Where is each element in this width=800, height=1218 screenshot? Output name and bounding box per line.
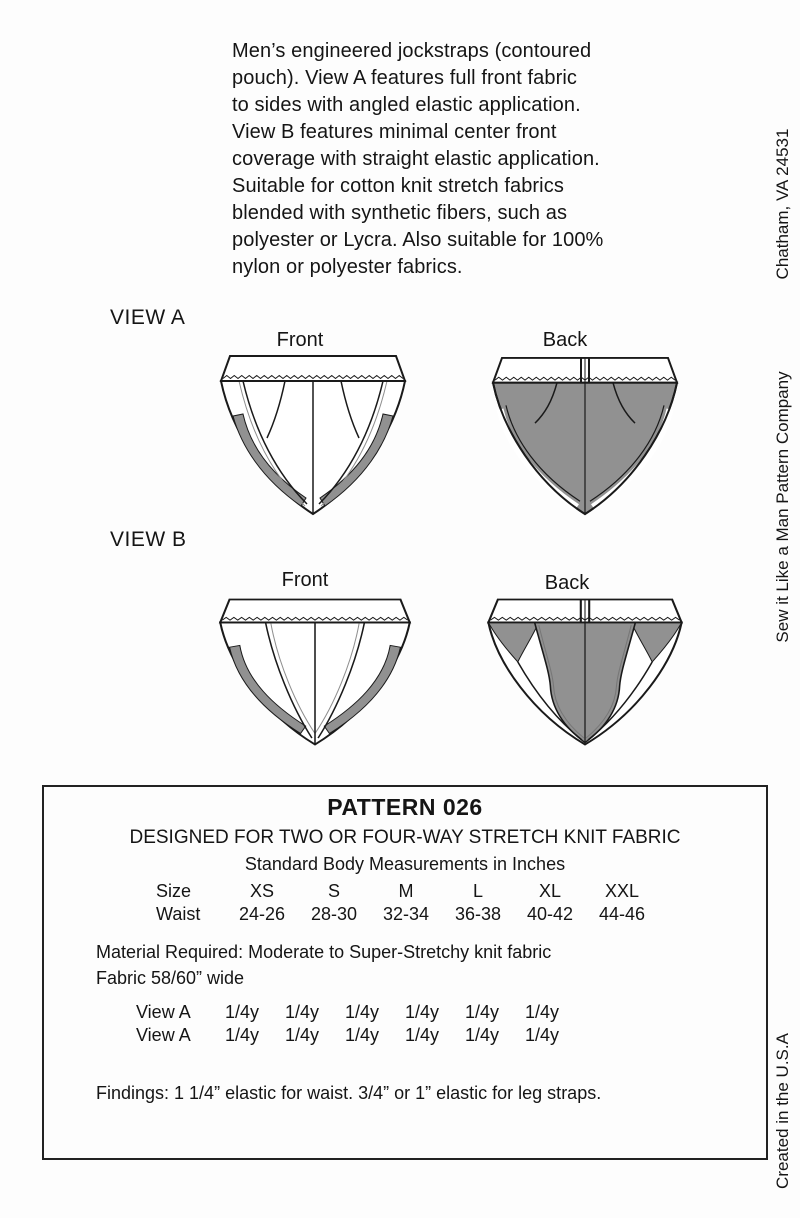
description-line: nylon or polyester fabrics. (232, 256, 463, 278)
yardage-cell: 1/4y (344, 1025, 380, 1045)
description-line: View B features minimal center front (232, 121, 557, 143)
size-cell: L (472, 881, 483, 901)
waist-row-label: Waist (156, 904, 201, 924)
yardage-cell: 1/4y (284, 1025, 320, 1045)
size-cell: S (327, 881, 340, 901)
waist-cell: 36-38 (454, 904, 502, 924)
view-b-front-label: Front (281, 569, 329, 591)
view-a-front-label: Front (276, 329, 324, 351)
size-cell: XL (538, 881, 562, 901)
description-line: polyester or Lycra. Also suitable for 100% (232, 229, 604, 251)
size-cell: XXL (604, 881, 640, 901)
waist-cell: 40-42 (526, 904, 574, 924)
fabric-width-text: Fabric 58/60” wide (96, 968, 245, 988)
yardage-table (136, 1001, 766, 1047)
size-cell: M (398, 881, 414, 901)
size-cell: XS (249, 881, 274, 901)
vertical-company-text: Sew it Like a Man Pattern Company (773, 371, 792, 643)
yardage-cell: 1/4y (344, 1002, 380, 1022)
size-row-label: Size (156, 881, 192, 901)
description-line: pouch). View A features full front fabric (232, 67, 578, 89)
yardage-cell: 1/4y (524, 1025, 560, 1045)
view-a-heading: VIEW A (110, 306, 186, 329)
yardage-cell: 1/4y (404, 1025, 440, 1045)
view-b-back-drawing (480, 594, 690, 750)
size-table (156, 880, 766, 926)
waistband (221, 356, 405, 381)
waist-cell: 28-30 (310, 904, 358, 924)
pattern-title: PATTERN 026 (327, 794, 483, 820)
yardage-row-label: View A (136, 1002, 191, 1022)
measurements-heading: Standard Body Measurements in Inches (244, 854, 566, 874)
vertical-made-in-text: Created in the U.S.A (773, 1033, 792, 1189)
yardage-cell: 1/4y (404, 1002, 440, 1022)
waist-cell: 32-34 (382, 904, 430, 924)
yardage-cell: 1/4y (464, 1025, 500, 1045)
waist-cell: 44-46 (598, 904, 646, 924)
view-a-back-drawing (485, 352, 685, 520)
pattern-info-box (42, 785, 768, 1160)
view-b-back-label: Back (544, 572, 590, 594)
view-a-front-drawing (213, 350, 413, 520)
waist-cell: 24-26 (238, 904, 286, 924)
yardage-cell: 1/4y (524, 1002, 560, 1022)
waistband (220, 600, 410, 623)
description-line: Suitable for cotton knit stretch fabrics (232, 175, 564, 197)
description-line: Men’s engineered jockstraps (contoured (232, 40, 592, 62)
material-required-text: Material Required: Moderate to Super-Stretchy knit fabric (96, 942, 552, 962)
yardage-cell: 1/4y (464, 1002, 500, 1022)
description-line: coverage with straight elastic application. (232, 148, 600, 170)
findings-text: Findings: 1 1/4” elastic for waist. 3/4” or 1” elastic for leg straps. (96, 1083, 602, 1103)
yardage-cell: 1/4y (224, 1002, 260, 1022)
yardage-cell: 1/4y (224, 1025, 260, 1045)
description-paragraph (232, 38, 603, 281)
view-b-heading: VIEW B (110, 528, 187, 551)
fabric-design-note: DESIGNED FOR TWO OR FOUR-WAY STRETCH KNIT FABRIC (129, 827, 681, 848)
description-line: to sides with angled elastic application. (232, 94, 581, 116)
description-line: blended with synthetic fibers, such as (232, 202, 568, 224)
view-b-front-drawing (212, 594, 418, 750)
yardage-row-label: View A (136, 1025, 191, 1045)
view-a-back-label: Back (542, 329, 588, 351)
yardage-cell: 1/4y (284, 1002, 320, 1022)
vertical-address-text: Chatham, VA 24531 (773, 128, 792, 280)
